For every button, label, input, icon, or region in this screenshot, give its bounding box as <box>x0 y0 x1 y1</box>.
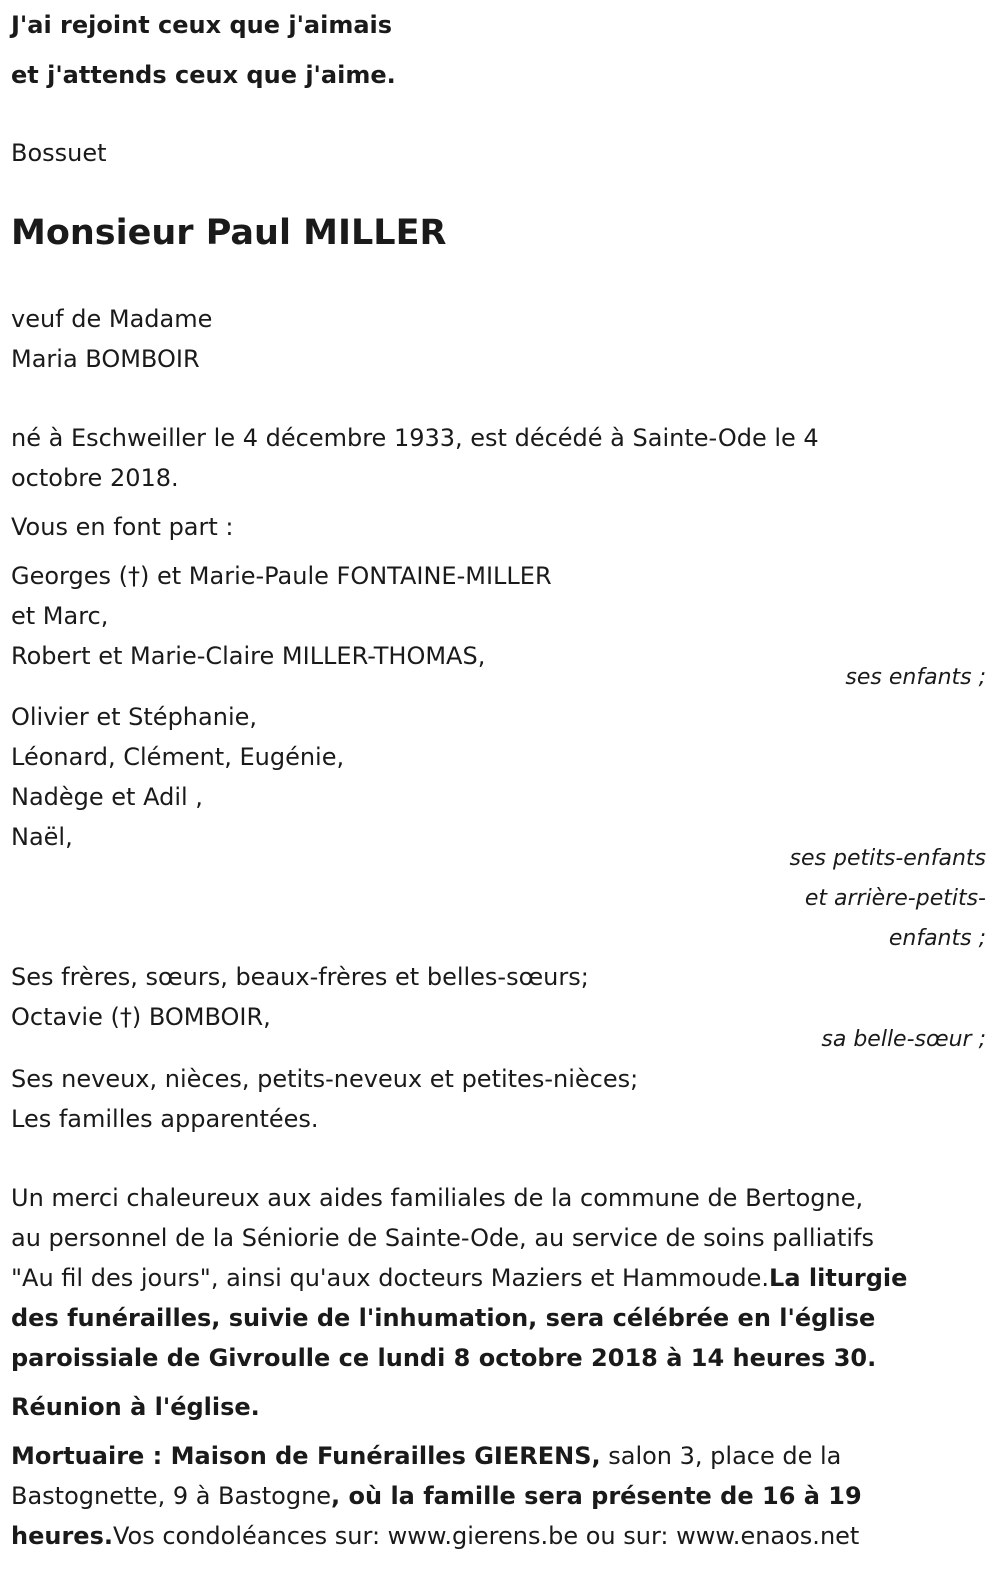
dates-line-1: né à Eschweiller le 4 décembre 1933, est décédé à Sainte-Ode le 4 <box>11 424 819 452</box>
thanks-line-3 <box>11 1258 907 1298</box>
siblings-line: Ses frères, sœurs, beaux-frères et belles-sœurs; <box>11 963 589 991</box>
meeting-info: Réunion à l'église. <box>11 1393 260 1421</box>
grandchildren-label: ses petits-enfants <box>789 846 986 871</box>
condolences-text: Vos condoléances sur: www.gierens.be ou sur: www.enaos.net <box>112 1522 860 1550</box>
mortuary-label: Mortuaire : Maison de Funérailles GIERENS, <box>11 1442 601 1470</box>
quote-line-1: J'ai rejoint ceux que j'aimais <box>11 11 393 39</box>
spouse-line-2: Maria BOMBOIR <box>11 345 200 373</box>
relatives-line: Les familles apparentées. <box>11 1105 319 1133</box>
sister-in-law-label: sa belle-sœur ; <box>821 1027 986 1052</box>
family-presence: heures. <box>11 1522 113 1550</box>
quote-author: Bossuet <box>11 139 107 167</box>
thanks-text: "Au fil des jours", ainsi qu'aux docteurs Maziers et Hammoude. <box>11 1264 770 1292</box>
grandchildren-label: et arrière-petits- <box>804 886 986 911</box>
mortuary-address: salon 3, place de la <box>600 1442 842 1470</box>
grandchildren-label: enfants ; <box>888 926 986 951</box>
deceased-name: Monsieur Paul MILLER <box>11 213 447 253</box>
grandchildren-line: Olivier et Stéphanie, <box>11 703 257 731</box>
thanks-line-1: Un merci chaleureux aux aides familiales de la commune de Bertogne, <box>11 1184 864 1212</box>
children-line: et Marc, <box>11 602 109 630</box>
children-line: Georges (†) et Marie-Paule FONTAINE-MILLER <box>11 562 552 590</box>
grandchildren-line: Nadège et Adil , <box>11 783 203 811</box>
funeral-info-line: des funérailles, suivie de l'inhumation, sera célébrée en l'église <box>11 1304 876 1332</box>
mortuary-line-2 <box>11 1476 862 1516</box>
mortuary-address: Bastognette, 9 à Bastogne <box>11 1482 332 1510</box>
children-line: Robert et Marie-Claire MILLER-THOMAS, <box>11 642 486 670</box>
funeral-info-start: La liturgie <box>769 1264 908 1292</box>
dates-line-2: octobre 2018. <box>11 464 179 492</box>
family-presence: , où la famille sera présente de 16 à 19 <box>331 1482 862 1510</box>
grandchildren-line: Léonard, Clément, Eugénie, <box>11 743 345 771</box>
mortuary-line-3 <box>11 1516 859 1556</box>
sister-in-law-line: Octavie (†) BOMBOIR, <box>11 1003 271 1031</box>
announcement: Vous en font part : <box>11 513 234 541</box>
spouse-line-1: veuf de Madame <box>11 305 213 333</box>
thanks-line-2: au personnel de la Séniorie de Sainte-Ode, au service de soins palliatifs <box>11 1224 874 1252</box>
children-label: ses enfants ; <box>845 665 986 690</box>
funeral-info-line: paroissiale de Givroulle ce lundi 8 octobre 2018 à 14 heures 30. <box>11 1344 877 1372</box>
nephews-line: Ses neveux, nièces, petits-neveux et petites-nièces; <box>11 1065 639 1093</box>
mortuary-line-1 <box>11 1436 841 1476</box>
grandchildren-line: Naël, <box>11 823 73 851</box>
quote-line-2: et j'attends ceux que j'aime. <box>11 61 396 89</box>
